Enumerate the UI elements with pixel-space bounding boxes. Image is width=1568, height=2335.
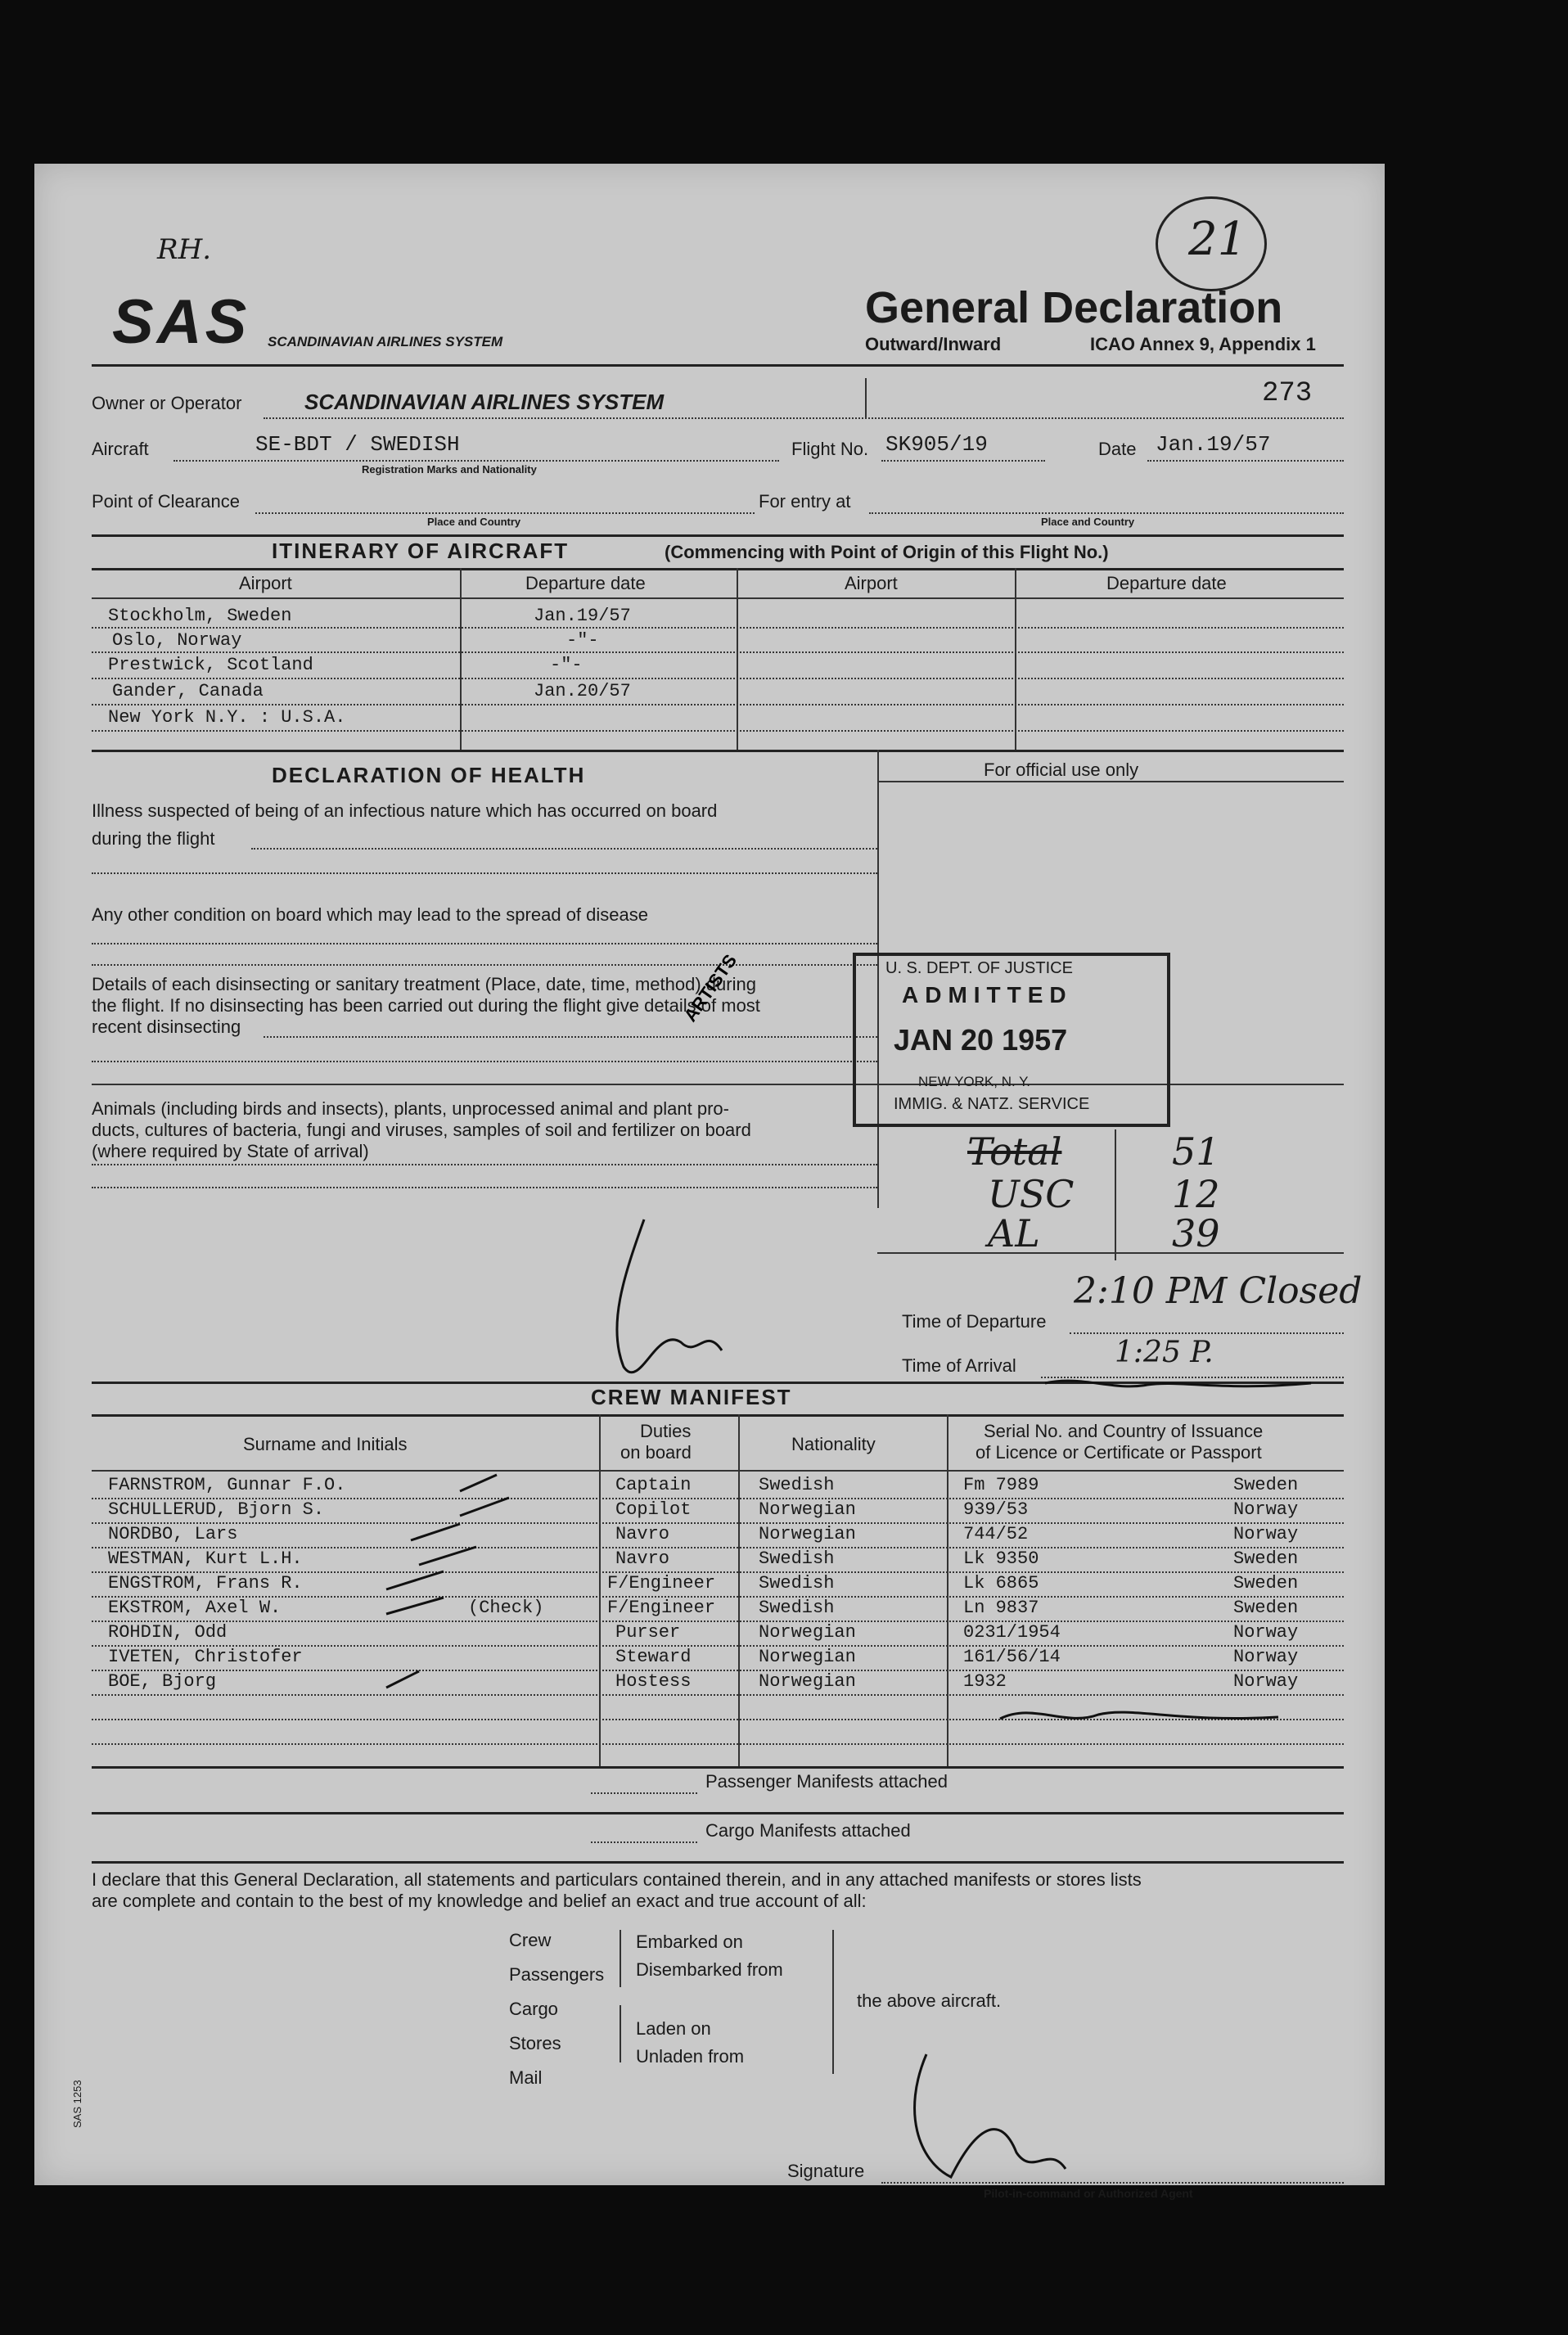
form-subtitle: Outward/Inward: [865, 334, 1002, 354]
crew-nationality: Swedish: [759, 1475, 835, 1495]
itinerary-date: -"-: [550, 655, 583, 675]
aircraft-value: SE-BDT / SWEDISH: [255, 432, 460, 457]
unladen-label: Unladen from: [636, 2046, 745, 2067]
itinerary-header-airport-1: Airport: [239, 573, 292, 593]
tally-usc-label: USC: [988, 1172, 1075, 1216]
stamp-date: JAN 20 1957: [894, 1023, 1068, 1057]
arrival-time-value: 1:25 P.: [1115, 1336, 1214, 1369]
crew-nationality: Norwegian: [759, 1647, 856, 1667]
tally-al-value: 39: [1172, 1211, 1220, 1255]
itinerary-title: ITINERARY OF AIRCRAFT: [272, 539, 570, 563]
crew-country: Norway: [1233, 1647, 1299, 1667]
crew-nationality: Norwegian: [759, 1622, 856, 1643]
declaration-item: Passengers: [509, 1964, 605, 1985]
declaration-item: Stores: [509, 2033, 561, 2053]
itinerary-date: -"-: [566, 630, 599, 651]
diagonal-stamp: ARTISTS: [679, 950, 741, 1026]
health-q2: Any other condition on board which may lead to the spread of disease: [92, 904, 648, 925]
declaration-item: Mail: [509, 2067, 543, 2088]
crew-serial: Lk 9350: [963, 1548, 1039, 1569]
sas-logo: SAS: [112, 287, 250, 357]
aircraft-label: Aircraft: [92, 439, 149, 459]
tally-usc-value: 12: [1172, 1172, 1220, 1216]
crew-serial: 0231/1954: [963, 1622, 1061, 1643]
tally-al-label: AL: [988, 1211, 1040, 1255]
owner-value: SCANDINAVIAN AIRLINES SYSTEM: [304, 390, 665, 414]
crew-name: SCHULLERUD, Bjorn S.: [108, 1499, 325, 1520]
stamp-service: IMMIG. & NATZ. SERVICE: [894, 1095, 1090, 1113]
flight-no-value: SK905/19: [885, 432, 988, 457]
departure-time-label: Time of Departure: [902, 1311, 1047, 1332]
crew-duty: Hostess: [615, 1671, 692, 1692]
entry-label: For entry at: [759, 491, 851, 512]
crew-country: Norway: [1233, 1671, 1299, 1692]
crew-serial: 744/52: [963, 1524, 1029, 1544]
crew-name: EKSTROM, Axel W.: [108, 1598, 282, 1618]
crew-nationality: Norwegian: [759, 1671, 856, 1692]
crew-header-nationality: Nationality: [791, 1434, 876, 1454]
crew-nationality: Swedish: [759, 1598, 835, 1618]
crew-duty: Steward: [615, 1647, 692, 1667]
crew-nationality: Swedish: [759, 1573, 835, 1593]
owner-label: Owner or Operator: [92, 393, 242, 413]
health-q4a: Animals (including birds and insects), plants, unprocessed animal and plant pro-: [92, 1098, 729, 1119]
crew-country: Norway: [1233, 1524, 1299, 1544]
crew-duty: F/Engineer: [607, 1598, 716, 1618]
crew-note: (Check): [468, 1598, 544, 1618]
health-q3a: Details of each disinsecting or sanitary treatment (Place, date, time, method) during: [92, 974, 756, 994]
crew-duty: Navro: [615, 1524, 670, 1544]
departure-time-value: 2:10 PM Closed: [1074, 1270, 1363, 1312]
health-q1b: during the flight: [92, 828, 215, 849]
laden-label: Laden on: [636, 2018, 711, 2039]
declaration-text-2: are complete and contain to the best of my knowledge and belief an exact and true account of all:: [92, 1891, 867, 1911]
clearance-label: Point of Clearance: [92, 491, 240, 512]
crew-name: ROHDIN, Odd: [108, 1622, 228, 1643]
stamp-city: NEW YORK, N. Y.: [918, 1074, 1030, 1089]
itinerary-header-date-2: Departure date: [1106, 573, 1227, 593]
handwriting-overlay: [34, 164, 1385, 2185]
health-q4c: (where required by State of arrival): [92, 1141, 369, 1161]
crew-country: Sweden: [1233, 1598, 1299, 1618]
crew-country: Norway: [1233, 1622, 1299, 1643]
crew-duty: Captain: [615, 1475, 692, 1495]
itinerary-airport: Stockholm, Sweden: [108, 606, 292, 626]
crew-serial: 161/56/14: [963, 1647, 1061, 1667]
handwritten-crew-signature: [1000, 1712, 1278, 1719]
itinerary-date: Jan.20/57: [534, 681, 631, 701]
crew-header-duties: Duties: [640, 1421, 692, 1441]
handwritten-inspector-signature: [1045, 1381, 1311, 1386]
itinerary-airport: Gander, Canada: [112, 681, 264, 701]
crew-name: IVETEN, Christofer: [108, 1647, 303, 1667]
health-q1: Illness suspected of being of an infectious nature which has occurred on board: [92, 800, 718, 821]
itinerary-airport: Prestwick, Scotland: [108, 655, 313, 675]
crew-header-duties-2: on board: [620, 1442, 692, 1463]
crew-name: NORDBO, Lars: [108, 1524, 238, 1544]
itinerary-header-airport-2: Airport: [845, 573, 898, 593]
crew-header-name: Surname and Initials: [243, 1434, 408, 1454]
form-title: General Declaration: [865, 283, 1283, 332]
crew-header-serial: Serial No. and Country of Issuance: [984, 1421, 1264, 1441]
tally-total-value: 51: [1172, 1129, 1220, 1174]
crew-title: CREW MANIFEST: [591, 1385, 792, 1409]
side-code: SAS 1253: [71, 2080, 83, 2128]
crew-serial: Lk 6865: [963, 1573, 1039, 1593]
stamp-admitted: ADMITTED: [902, 982, 1073, 1007]
handwritten-signature-health: [617, 1219, 722, 1373]
crew-header-serial-2: of Licence or Certificate or Passport: [975, 1442, 1262, 1463]
itinerary-airport: New York N.Y. : U.S.A.: [108, 707, 346, 728]
crew-country: Sweden: [1233, 1548, 1299, 1569]
disembarked-label: Disembarked from: [636, 1959, 783, 1980]
declaration-form: [34, 164, 1385, 2200]
crew-name: ENGSTROM, Frans R.: [108, 1573, 303, 1593]
crew-name: FARNSTROM, Gunnar F.O.: [108, 1475, 346, 1495]
crew-serial: Ln 9837: [963, 1598, 1039, 1618]
icao-annex: ICAO Annex 9, Appendix 1: [1090, 334, 1316, 354]
crew-duty: F/Engineer: [607, 1573, 716, 1593]
health-q3c: recent disinsecting: [92, 1016, 241, 1037]
crew-country: Sweden: [1233, 1573, 1299, 1593]
date-value: Jan.19/57: [1156, 432, 1271, 457]
crew-serial: 1932: [963, 1671, 1007, 1692]
health-q3b: the flight. If no disinsecting has been carried out during the flight give details of most: [92, 995, 760, 1016]
aircraft-caption: Registration Marks and Nationality: [362, 463, 537, 476]
crew-duty: Purser: [615, 1622, 681, 1643]
sas-logo-subtitle: SCANDINAVIAN AIRLINES SYSTEM: [268, 334, 503, 349]
pilot-signature: [915, 2054, 1066, 2177]
official-title: For official use only: [984, 760, 1139, 780]
itinerary-subtitle: (Commencing with Point of Origin of this Flight No.): [665, 542, 1109, 562]
arrival-time-label: Time of Arrival: [902, 1355, 1016, 1376]
crew-name: WESTMAN, Kurt L.H.: [108, 1548, 303, 1569]
crew-duty: Copilot: [615, 1499, 692, 1520]
crew-name: BOE, Bjorg: [108, 1671, 217, 1692]
crew-duty: Navro: [615, 1548, 670, 1569]
margin-note: RH.: [157, 233, 212, 266]
health-title: DECLARATION OF HEALTH: [272, 763, 586, 787]
declaration-text-1: I declare that this General Declaration, all statements and particulars contained therein, and in any attached manifests or stores lists: [92, 1869, 1142, 1890]
crew-serial: 939/53: [963, 1499, 1029, 1520]
itinerary-header-date-1: Departure date: [525, 573, 646, 593]
embarked-label: Embarked on: [636, 1932, 743, 1952]
crew-country: Sweden: [1233, 1475, 1299, 1495]
page-number: 21: [1188, 213, 1247, 266]
crew-country: Norway: [1233, 1499, 1299, 1520]
date-label: Date: [1098, 439, 1137, 459]
declaration-item: Cargo: [509, 1999, 558, 2019]
entry-caption: Place and Country: [1041, 516, 1135, 528]
form-number: 273: [1262, 378, 1313, 409]
stamp-dept: U. S. DEPT. OF JUSTICE: [885, 959, 1073, 977]
signature-caption: Pilot-in-command or Authorized Agent: [984, 2187, 1193, 2200]
crew-nationality: Swedish: [759, 1548, 835, 1569]
tally-total-label: Total: [967, 1129, 1062, 1174]
crew-nationality: Norwegian: [759, 1524, 856, 1544]
passenger-manifests-label: Passenger Manifests attached: [705, 1771, 948, 1792]
signature-label: Signature: [787, 2161, 865, 2181]
crew-nationality: Norwegian: [759, 1499, 856, 1520]
health-q4b: ducts, cultures of bacteria, fungi and viruses, samples of soil and fertilizer on board: [92, 1120, 751, 1140]
declaration-item: Crew: [509, 1930, 552, 1950]
crew-serial: Fm 7989: [963, 1475, 1039, 1495]
above-aircraft-label: the above aircraft.: [857, 1990, 1002, 2011]
itinerary-date: Jan.19/57: [534, 606, 631, 626]
cargo-manifests-label: Cargo Manifests attached: [705, 1820, 911, 1841]
itinerary-airport: Oslo, Norway: [112, 630, 242, 651]
clearance-caption: Place and Country: [427, 516, 521, 528]
flight-no-label: Flight No.: [791, 439, 869, 459]
